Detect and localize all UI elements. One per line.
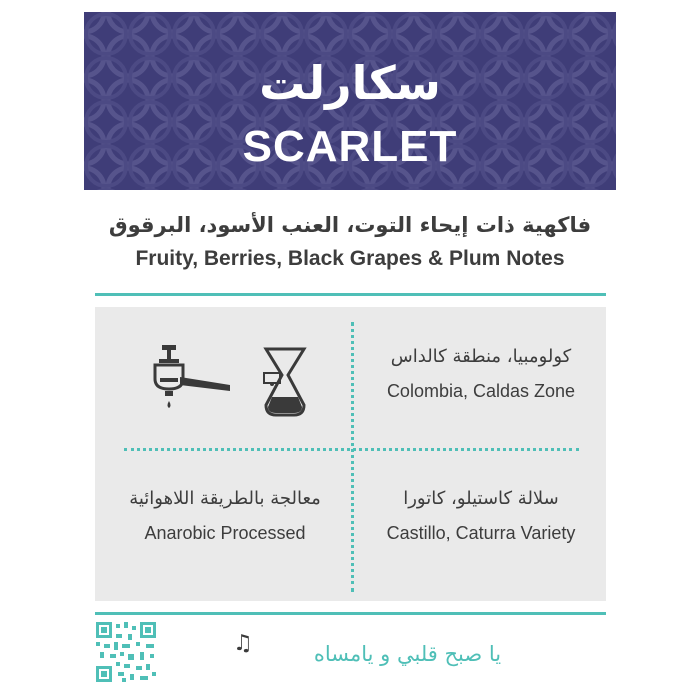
process-arabic: معالجة بالطريقة اللاهوائية	[129, 488, 321, 509]
variety-arabic: سلالة كاستيلو، كاتورا	[403, 488, 559, 509]
title-banner	[84, 12, 616, 190]
chemex-pour-over-icon	[258, 347, 312, 417]
tagline: يا صبح قلبي و يامساه	[313, 642, 502, 666]
qr-code[interactable]	[96, 622, 156, 682]
vertical-dotted-divider	[351, 322, 354, 592]
tasting-notes-arabic: فاكهية ذات إيحاء التوت، العنب الأسود، البرقوق	[108, 213, 592, 237]
tasting-notes: Fruity, Berries, Black Grapes & Plum Notes	[135, 247, 565, 270]
music-note-icon: ♫	[233, 631, 253, 656]
origin-arabic: كولومبيا، منطقة كالداس	[390, 346, 572, 367]
variety-cell	[356, 488, 606, 544]
top-divider	[95, 293, 606, 296]
process-english: Anarobic Processed	[144, 523, 306, 543]
bottom-divider	[95, 612, 606, 615]
horizontal-dotted-divider	[124, 448, 579, 451]
origin-cell	[356, 346, 606, 402]
variety-english: Castillo, Caturra Variety	[386, 523, 576, 543]
origin-english: Colombia, Caldas Zone	[386, 381, 576, 401]
product-title: SCARLET	[242, 122, 458, 171]
process-cell	[100, 488, 350, 544]
espresso-portafilter-icon	[150, 345, 232, 417]
product-title-arabic: سكارلت	[259, 56, 441, 110]
